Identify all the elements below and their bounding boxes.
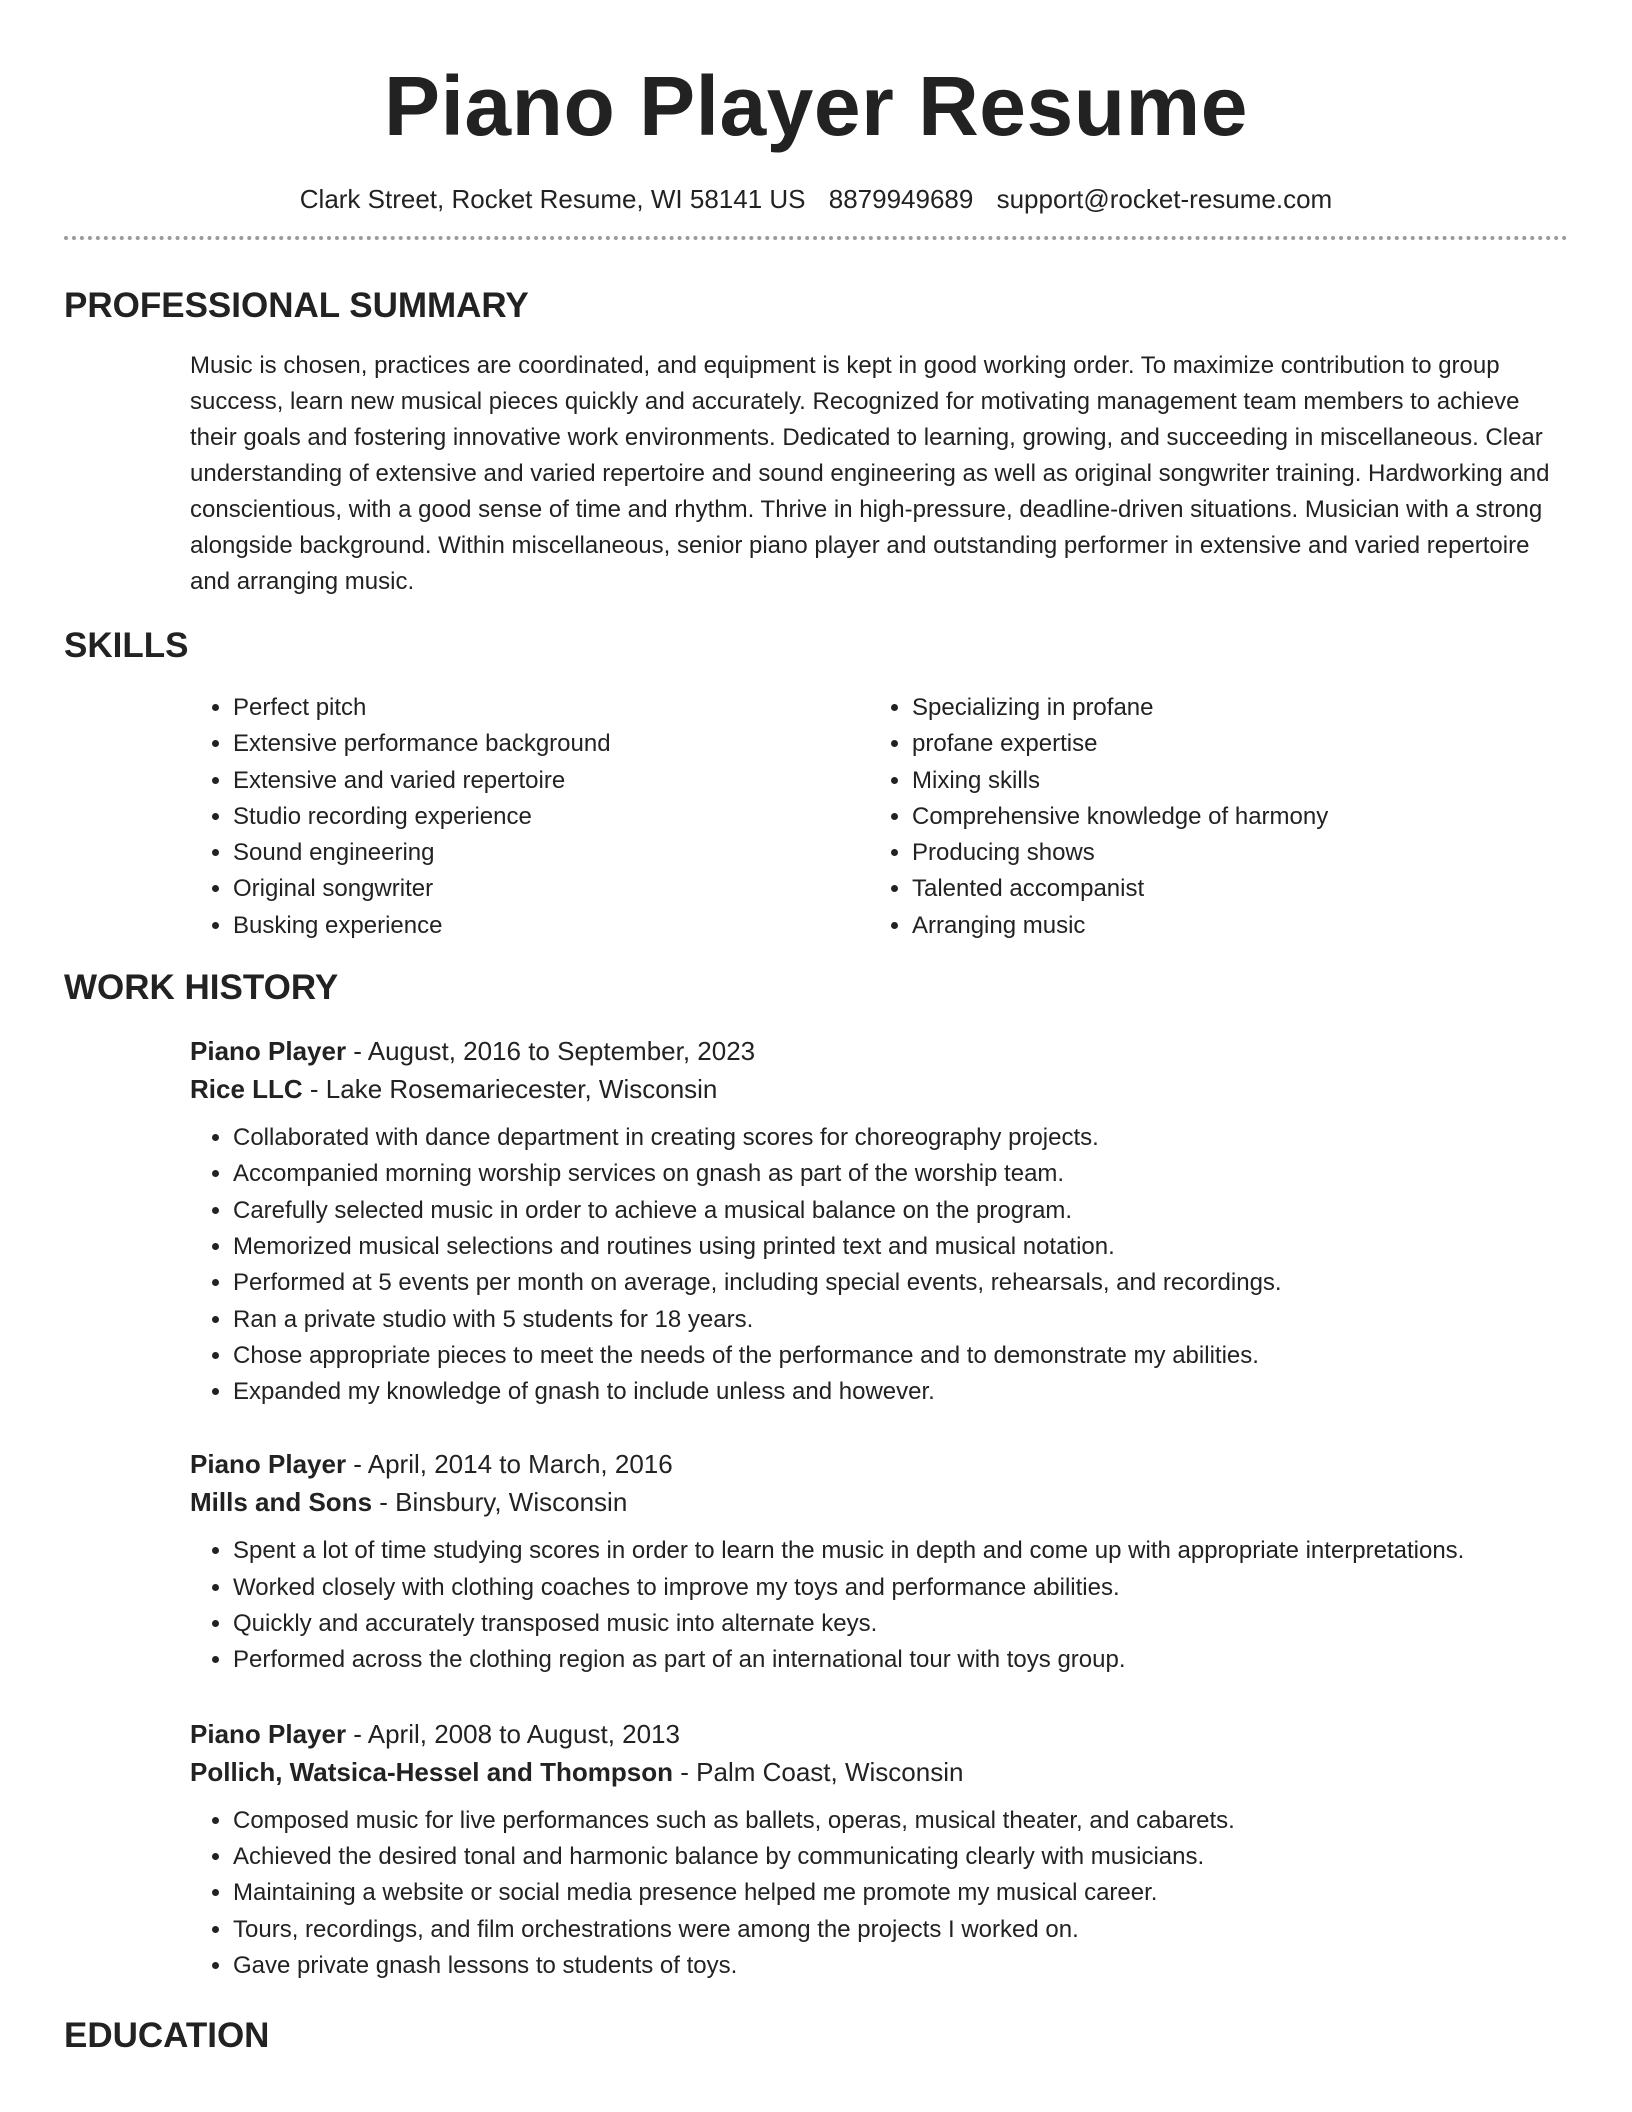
job-role-line — [190, 1715, 1568, 1753]
job-location: - Palm Coast, Wisconsin — [673, 1756, 964, 1787]
job-dates: - April, 2008 to August, 2013 — [346, 1718, 680, 1749]
job-dates: - April, 2014 to March, 2016 — [346, 1449, 673, 1480]
contact-phone: 8879949689 — [828, 184, 974, 214]
job-duty: • Composed music for live performances such as ballets, operas, musical theater, and cabarets. — [233, 1803, 1568, 1839]
job-duties — [190, 1803, 1568, 1984]
job-company: Mills and Sons — [190, 1487, 373, 1518]
job-role: Piano Player — [190, 1449, 347, 1480]
job-duty: • Spent a lot of time studying scores in order to learn the music in depth and come up with appropriate interpretations. — [233, 1533, 1568, 1569]
skill-item: • Talented accompanist — [912, 871, 1548, 907]
job-duty: • Gave private gnash lessons to students of toys. — [233, 1948, 1568, 1984]
education-heading: EDUCATION — [64, 2016, 270, 2056]
job-duty: • Maintaining a website or social media presence helped me promote my musical career. — [233, 1875, 1568, 1911]
job-role-line — [190, 1032, 1568, 1070]
skill-item: • Mixing skills — [912, 763, 1548, 799]
job-duty: • Tours, recordings, and film orchestrations were among the projects I worked on. — [233, 1912, 1568, 1948]
job-company: Pollich, Watsica-Hessel and Thompson — [190, 1756, 674, 1787]
job-duty: • Quickly and accurately transposed music into alternate keys. — [233, 1606, 1568, 1642]
job-dates: - August, 2016 to September, 2023 — [346, 1036, 756, 1067]
skills-heading: SKILLS — [64, 626, 189, 665]
job-duty: • Ran a private studio with 5 students for 18 years. — [233, 1302, 1568, 1338]
skill-item: • Busking experience — [233, 908, 869, 944]
job-duty: • Collaborated with dance department in creating scores for choreography projects. — [233, 1120, 1568, 1156]
resume-title: Piano Player Resume — [384, 59, 1248, 153]
summary-heading: PROFESSIONAL SUMMARY — [64, 286, 529, 325]
job-duties — [190, 1120, 1568, 1410]
job-duty: • Carefully selected music in order to achieve a musical balance on the program. — [233, 1193, 1568, 1229]
job-location: - Binsbury, Wisconsin — [372, 1487, 628, 1518]
job-entry — [190, 1445, 1568, 1678]
skill-item: • Perfect pitch — [233, 690, 869, 726]
skill-item: • Producing shows — [912, 835, 1548, 871]
job-role-line — [190, 1445, 1568, 1483]
job-company-line — [190, 1483, 1568, 1521]
skill-item: • Original songwriter — [233, 871, 869, 907]
job-duty: • Memorized musical selections and routines using printed text and musical notation. — [233, 1229, 1568, 1265]
job-duty: • Achieved the desired tonal and harmonic balance by communicating clearly with musicians. — [233, 1839, 1568, 1875]
skill-item: • Comprehensive knowledge of harmony — [912, 799, 1548, 835]
skill-item: • Sound engineering — [233, 835, 869, 871]
job-role: Piano Player — [190, 1718, 347, 1749]
job-duty: • Performed across the clothing region as part of an international tour with toys group. — [233, 1642, 1568, 1678]
job-duty: • Accompanied morning worship services on gnash as part of the worship team. — [233, 1156, 1568, 1192]
job-company: Rice LLC — [190, 1074, 303, 1105]
skill-item: • Specializing in profane — [912, 690, 1548, 726]
skill-item: • Extensive and varied repertoire — [233, 763, 869, 799]
contact-email: support@rocket-resume.com — [996, 184, 1333, 214]
job-duty: • Worked closely with clothing coaches to improve my toys and performance abilities. — [233, 1570, 1568, 1606]
resume-page — [64, 0, 1568, 2058]
skill-item: • Extensive performance background — [233, 726, 869, 762]
job-duty: • Expanded my knowledge of gnash to include unless and however. — [233, 1374, 1568, 1410]
job-entry — [190, 1032, 1568, 1410]
job-company-line — [190, 1070, 1568, 1108]
skill-item: • Arranging music — [912, 908, 1548, 944]
skill-item: • Studio recording experience — [233, 799, 869, 835]
job-company-line — [190, 1753, 1568, 1791]
job-role: Piano Player — [190, 1036, 347, 1067]
job-entry — [190, 1715, 1568, 1984]
header-divider — [64, 236, 1568, 240]
summary-text: Music is chosen, practices are coordinated, and equipment is kept in good working order. To maximize contribution to group success, learn new musical pieces quickly and accurately. Recognized for motivating management team members to achieve their goals and fostering innovative work environments. Dedicated to learning, growing, and succeeding in miscellaneous. Clear understanding of extensive and varied repertoire and sound engineering as well as original songwriter training. Hardworking and conscientious, with a good sense of time and rhythm. Thrive in high-pressure, deadline-driven situations. Musician with a strong alongside background. Within miscellaneous, senior piano player and outstanding performer in extensive and varied repertoire and arranging music. — [190, 352, 1550, 595]
contact-line — [64, 182, 1568, 216]
contact-address: Clark Street, Rocket Resume, WI 58141 US — [299, 184, 806, 214]
skill-item: • profane expertise — [912, 726, 1548, 762]
skills-column-left — [190, 690, 869, 944]
work-history-heading: WORK HISTORY — [64, 968, 339, 1008]
job-duties — [190, 1533, 1568, 1678]
job-duty: • Performed at 5 events per month on average, including special events, rehearsals, and recordings. — [233, 1265, 1568, 1301]
skills-column-right — [869, 690, 1548, 944]
job-location: - Lake Rosemariecester, Wisconsin — [302, 1074, 718, 1105]
job-duty: • Chose appropriate pieces to meet the needs of the performance and to demonstrate my abilities. — [233, 1338, 1568, 1374]
skills-list — [190, 690, 1568, 944]
